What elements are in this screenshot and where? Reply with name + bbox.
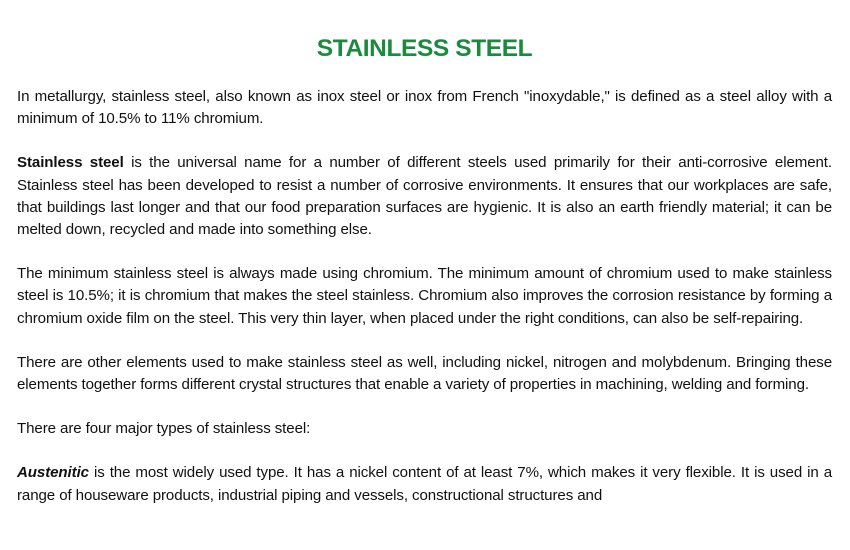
paragraph-text: There are other elements used to make stainless steel as well, including nickel, nitrogen and molybdenum. Bringing these elements together forms different crystal structures that enable a variety of properties in machining, welding and forming.: [17, 353, 832, 394]
paragraph-text: There are four major types of stainless steel:: [17, 420, 311, 438]
paragraph-text: In metallurgy, stainless steel, also known as inox steel or inox from French "inoxydable," is defined as a steel alloy with a minimum of 10.5% to 11% chromium.: [17, 88, 832, 128]
paragraph-other-elements: [17, 352, 832, 396]
page-title: STAINLESS STEEL: [316, 35, 533, 62]
paragraph-lead-term: Austenitic: [17, 464, 89, 482]
paragraph-text: is the universal name for a number of different steels used primarily for their anti-corrosive element. Stainless steel has been developed to resist a number of corrosive environments. It ensures that our workplaces are safe, that buildings last longer and that our food preparation surfaces are hygienic. It is also an earth friendly material; it can be melted down, recycled and made into something else.: [17, 154, 832, 239]
paragraph-stainless-steel: [17, 152, 832, 241]
paragraph-lead-term: Stainless steel: [17, 154, 124, 172]
paragraph-text: The minimum stainless steel is always made using chromium. The minimum amount of chromium used to make stainless steel is 10.5%; it is chromium that makes the steel stainless. Chromium also improves the corrosion resistance by forming a chromium oxide film on the steel. This very thin layer, when placed under the right conditions, can also be self-repairing.: [17, 265, 832, 327]
paragraph-chromium: [17, 263, 832, 330]
paragraph-text: is the most widely used type. It has a nickel content of at least 7%, which makes it very flexible. It is used in a range of houseware products, industrial piping and vessels, constructional structures and: [17, 464, 832, 504]
paragraph-austenitic: [17, 462, 832, 506]
paragraph-intro: [17, 86, 832, 130]
document-page: [17, 0, 832, 507]
paragraph-four-types: [17, 418, 832, 440]
